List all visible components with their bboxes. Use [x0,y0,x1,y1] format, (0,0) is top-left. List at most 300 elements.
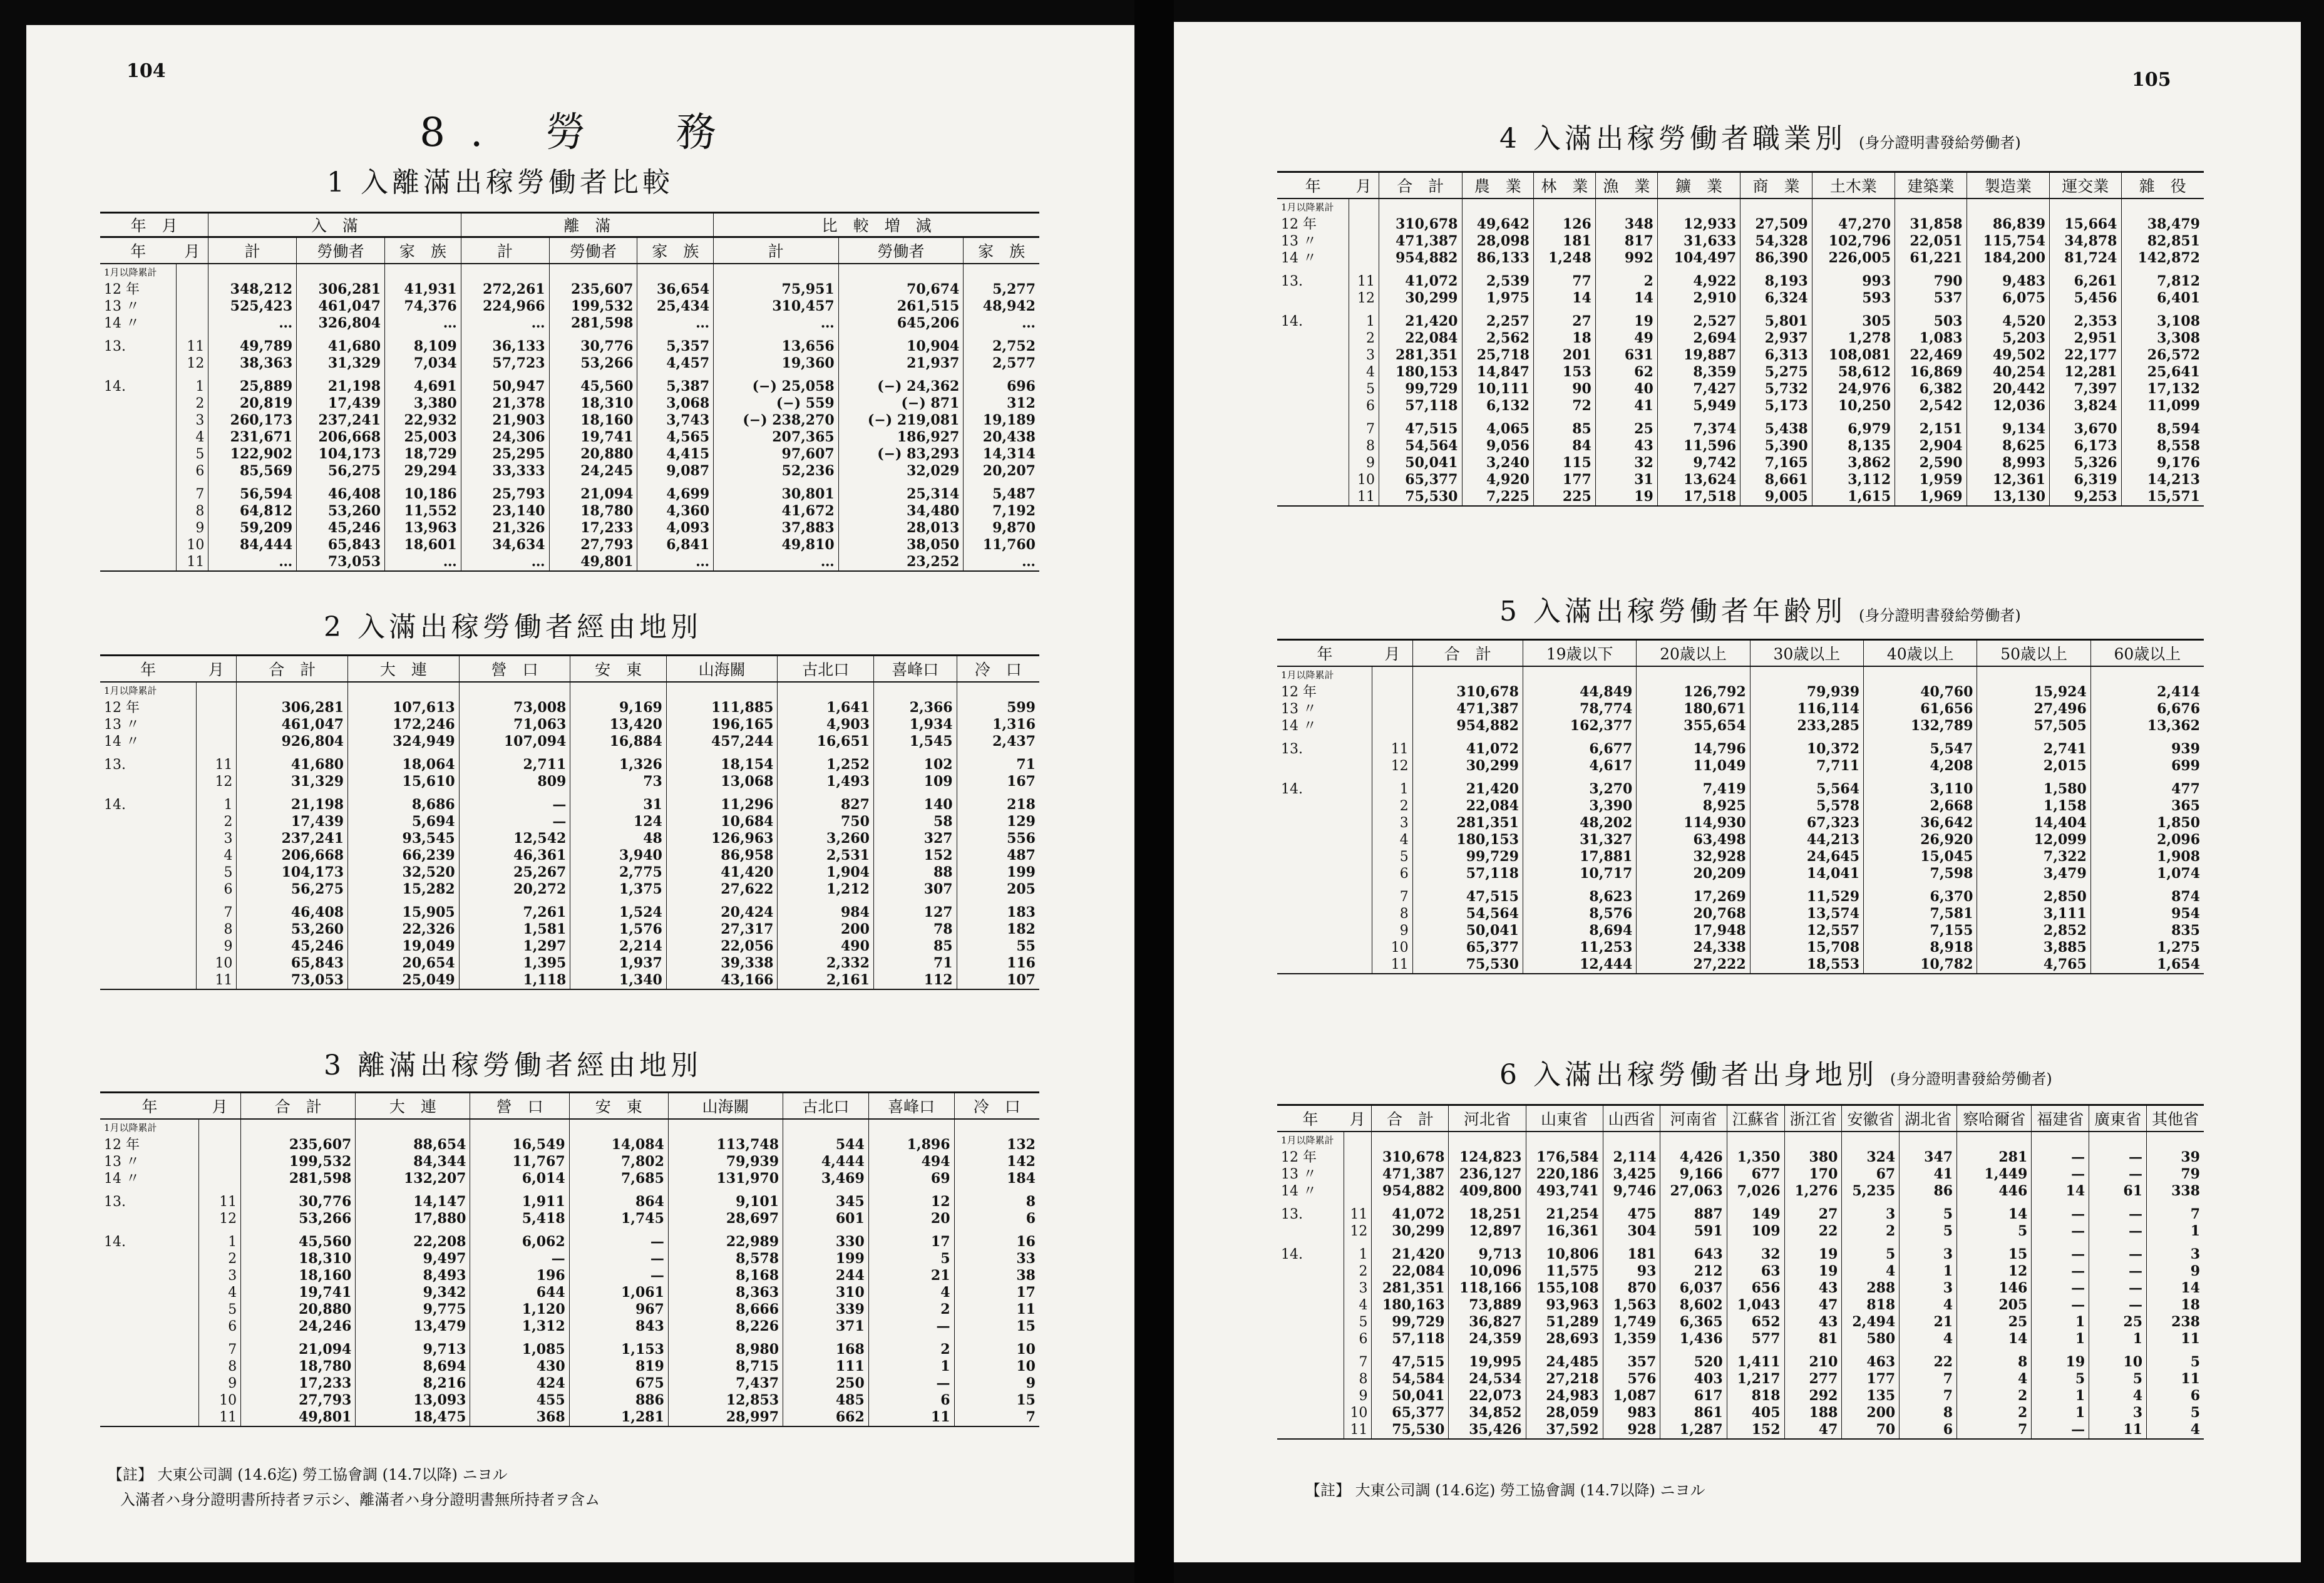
table-cell: 9,166 [1660,1166,1727,1183]
table-cell [100,864,196,881]
table-cell: 9,101 [668,1187,783,1210]
table-cell: 696 [964,372,1039,395]
table-cell: 9,775 [356,1301,470,1318]
table-cell: 176,584 [1526,1149,1603,1166]
table-cell: 4,426 [1660,1149,1727,1166]
table-row [1277,455,2204,472]
table-cell: 24,246 [241,1318,356,1335]
table-cell [1277,398,1349,415]
table-cell: 7,225 [1462,488,1533,506]
table-cell: 1,276 [1784,1183,1842,1200]
table-cell: 992 [1595,250,1657,267]
table-cell: 30,299 [1372,1223,1449,1240]
table-cell: 7 [1957,1421,2032,1439]
table-cell: 4 [868,1284,954,1301]
table-cell: 1,576 [570,921,666,938]
table-cell: 4,520 [1967,307,2049,330]
table-cell: 9,134 [1967,415,2049,438]
table-cell: 7,598 [1864,865,1977,882]
table-row [1277,882,2204,905]
table-cell: 13,574 [1750,905,1863,922]
table-cell: 131,970 [668,1170,783,1187]
table-cell: 237,241 [237,830,348,847]
column-header: 製造業 [1967,172,2049,199]
table-cell: 13. [1281,741,1303,757]
table-cell: 9 [1372,922,1412,939]
table-cell: 2,668 [1864,798,1977,815]
table-row [1277,865,2204,882]
table-row [1277,330,2204,347]
table-cell: … [208,315,297,332]
table-cell: 184,200 [1967,250,2049,267]
table-row [100,503,1039,520]
table-cell: 371 [783,1318,869,1335]
table-cell [100,1392,199,1409]
table-cell: 6 [868,1392,954,1409]
table-cell: 75,530 [1372,1421,1449,1439]
table-cell: 109 [873,773,957,790]
page-number: 104 [126,60,166,82]
table-cell: 81 [1784,1331,1842,1348]
table-cell: 967 [569,1301,668,1318]
table-cell: 11 [199,1409,241,1426]
table-cell: 18,310 [549,395,637,412]
table-cell: 25,295 [461,446,549,463]
column-header: 山西省 [1603,1105,1660,1132]
table-cell: 49,801 [241,1409,356,1426]
table-cell [1277,848,1372,865]
table-cell [2089,1132,2147,1149]
table-cell: 380 [1784,1149,1842,1166]
table-cell: 6,014 [470,1170,569,1187]
table-cell: 23,140 [461,503,549,520]
table-cell [1277,1348,1344,1371]
table-cell: 843 [569,1318,668,1335]
table-cell [1277,1223,1344,1240]
table-cell [100,830,196,847]
column-header: 安徽省 [1842,1105,1900,1132]
table-cell: 1月以降累計 [104,685,157,696]
table-cell: 1,087 [1603,1388,1660,1405]
table-cell: 20,209 [1637,865,1750,882]
table-cell: 17 [954,1284,1039,1301]
table-cell: 10,806 [1526,1240,1603,1263]
table-cell: 5,949 [1657,398,1740,415]
table-cell: 19,741 [241,1284,356,1301]
table-cell: 644 [470,1284,569,1301]
table-cell: 21,420 [1379,307,1462,330]
table-cell: 281,598 [241,1170,356,1187]
table-cell: 126 [1533,216,1595,233]
table-row [1277,718,2204,735]
table-cell [1372,1132,1449,1149]
table-cell [1349,233,1379,250]
table-cell: 817 [1595,233,1657,250]
table-cell: 14,084 [569,1137,668,1153]
table-cell: 7 [954,1409,1039,1426]
table-cell: 13,068 [666,773,778,790]
table-cell: 25 [1957,1314,2032,1331]
table-cell: 18,160 [549,412,637,429]
table-cell: 7,581 [1864,905,1977,922]
table-cell: 39,338 [666,955,778,972]
table-cell: (−) 871 [838,395,964,412]
table-cell: 477 [2090,775,2204,798]
table-cell: 34,480 [838,503,964,520]
table-cell: 2,257 [1462,307,1533,330]
table-cell: 15,924 [1977,684,2090,701]
table-cell [570,682,666,699]
table-cell: 10,111 [1462,381,1533,398]
table-cell: 180,671 [1637,701,1750,718]
table-cell: 104,173 [237,864,348,881]
table-cell: 44,213 [1750,832,1863,848]
table-cell [199,1153,241,1170]
table-cell: 8 [954,1187,1039,1210]
column-header: 年 [100,656,196,683]
table-cell [2090,666,2204,684]
table-1-title: 1 入離滿出稼勞働者比較 [327,167,674,199]
table-cell: 167 [957,773,1039,790]
table-cell: 8,625 [1967,438,2049,455]
table-cell: 19 [1595,488,1657,506]
table-row [100,315,1039,332]
table-cell: 17 [868,1227,954,1250]
table-cell [1595,199,1657,216]
table-cell: 699 [2090,758,2204,775]
table-cell [100,881,196,898]
table-cell: 25,049 [348,972,460,989]
table-cell: 8,993 [1967,455,2049,472]
table-cell: 2,694 [1657,330,1740,347]
table-cell: 3,380 [385,395,461,412]
table-cell: 65,377 [1379,472,1462,488]
table-cell: 25 [1595,415,1657,438]
table-cell: — [2089,1166,2147,1183]
table-cell: 102 [873,750,957,773]
table-cell: 170 [1784,1166,1842,1183]
table-cell [1277,415,1349,438]
table-cell: 30,776 [549,332,637,355]
table-cell [1526,1132,1603,1149]
table-cell: 24,983 [1526,1388,1603,1405]
table-cell: 11,767 [470,1153,569,1170]
table-cell: 57,118 [1372,1331,1449,1348]
table-cell: 53,266 [549,355,637,372]
table-cell: 41,931 [385,281,461,298]
table-cell: 409,800 [1449,1183,1526,1200]
table-cell: 30,299 [1412,758,1523,775]
table-cell: 26,572 [2121,347,2204,364]
table-cell: 1,641 [778,699,873,716]
table-row [100,1153,1039,1170]
table-cell: 115,754 [1967,233,2049,250]
table-cell [1277,1371,1344,1388]
table-cell: 1,969 [1895,488,1967,506]
group-header-cell: 離 滿 [461,213,713,237]
table-cell: 312 [964,395,1039,412]
table-cell: 3,108 [2121,307,2204,330]
table-cell: 244 [783,1267,869,1284]
table-cell: 86 [1900,1183,1957,1200]
table-cell: 13 〃 [1281,1167,1317,1182]
table-cell: 196 [470,1267,569,1284]
table-cell: 142,872 [2121,250,2204,267]
table-cell: 22,084 [1412,798,1523,815]
table-cell: 4,065 [1462,415,1533,438]
table-cell: 809 [459,773,570,790]
table-cell: 324 [1842,1149,1900,1166]
table-cell: … [637,315,714,332]
table-cell: 48,202 [1523,815,1636,832]
table-cell: 281,351 [1379,347,1462,364]
table-cell: 261,515 [838,298,964,315]
table-row [100,429,1039,446]
table-cell [196,682,237,699]
table-cell: — [868,1375,954,1392]
table-cell: 24,359 [1449,1331,1526,1348]
table-cell: 10,684 [666,813,778,830]
table-cell: 200 [1842,1405,1900,1421]
table-cell: 7,685 [569,1170,668,1187]
table-cell: 18,160 [241,1267,356,1284]
table-cell: (−) 219,081 [838,412,964,429]
table-cell: 21,420 [1412,775,1523,798]
column-header: 60歳以上 [2090,640,2204,667]
table-cell: 53,260 [237,921,348,938]
table-cell: 135 [1842,1388,1900,1405]
column-header: 湖北省 [1900,1105,1957,1132]
table-cell: 43 [1595,438,1657,455]
table-cell: 12 [177,355,208,372]
table-row [100,463,1039,480]
table-cell: 9,169 [570,699,666,716]
table-cell: 38,479 [2121,216,2204,233]
table-cell: (−) 25,058 [714,372,839,395]
table-cell [100,898,196,921]
table-cell [1277,1331,1344,1348]
table-cell: 113,748 [668,1137,783,1153]
table-cell [1842,1132,1900,1149]
column-header: 安 東 [569,1093,668,1120]
table-cell: 12,557 [1750,922,1863,939]
table-cell: 12 [1349,290,1379,307]
table-row [100,813,1039,830]
table-cell: 487 [957,847,1039,864]
table-cell: 2,015 [1977,758,2090,775]
table-cell: 7,419 [1637,775,1750,798]
table-cell: 20,442 [1967,381,2049,398]
table-cell: 11 [868,1409,954,1426]
table-cell: 348 [1595,216,1657,233]
table-cell: 10 [199,1392,241,1409]
table-cell [199,1119,241,1137]
table-cell: 310 [783,1284,869,1301]
table-cell: 93,545 [348,830,460,847]
table-cell: 15 [1957,1240,2032,1263]
footnote-1: 【註】 大東公司調 (14.6迄) 勞工協會調 (14.7以降) ニヨル [108,1466,508,1483]
table-cell: 32,029 [838,463,964,480]
table-cell: — [459,790,570,813]
table-cell: 47,270 [1812,216,1895,233]
table-cell: 8,715 [668,1358,783,1375]
table-cell: 10,250 [1812,398,1895,415]
table-cell [778,682,873,699]
table-cell: 31,633 [1657,233,1740,250]
table-cell: 14 [1595,290,1657,307]
table-cell: 49,642 [1462,216,1533,233]
table-cell: 78 [873,921,957,938]
table-cell: — [2032,1200,2089,1223]
column-header: 營 口 [470,1093,569,1120]
table-cell: 25,641 [2121,364,2204,381]
table-cell: 8,602 [1660,1297,1727,1314]
table-cell: 65,843 [297,537,385,554]
table-cell: 201 [1533,347,1595,364]
table-cell: 7,437 [668,1375,783,1392]
table-2 [100,654,1039,990]
table-cell: 330 [783,1227,869,1250]
table-cell: 116 [957,955,1039,972]
table-cell: — [2089,1200,2147,1223]
table-cell [1277,438,1349,455]
table-cell: 2 [1344,1263,1372,1280]
table-cell: 6 [177,463,208,480]
table-cell: 33,333 [461,463,549,480]
table-cell: 67 [1842,1166,1900,1183]
table-cell: 41 [1595,398,1657,415]
table-cell: 22,326 [348,921,460,938]
table-cell: 49,502 [1967,347,2049,364]
column-header: 冷 口 [954,1093,1039,1120]
table-cell: — [2089,1240,2147,1263]
table-cell: 2,937 [1740,330,1812,347]
column-header: 家 族 [964,237,1039,264]
table-cell: 18,780 [549,503,637,520]
table-cell: 6,132 [1462,398,1533,415]
column-header: 計 [714,237,839,264]
column-header: 合 計 [1412,640,1523,667]
table-cell [1277,1421,1344,1439]
table-cell: 21,094 [549,480,637,503]
table-cell [1277,381,1349,398]
right-page [1174,22,2301,1562]
table-row [1277,1405,2204,1421]
table-cell: 88,654 [356,1137,470,1153]
table-cell: 17,439 [297,395,385,412]
table-cell: 490 [778,938,873,955]
table-cell: 9,005 [1740,488,1812,506]
table-cell: 5,326 [2050,455,2121,472]
table-cell: 1,937 [570,955,666,972]
table-cell: 9,483 [1967,267,2049,290]
table-cell: 307 [873,881,957,898]
table-cell [1412,666,1523,684]
column-header: 察哈爾省 [1957,1105,2032,1132]
table-cell: 12 [1957,1263,2032,1280]
table-cell: 455 [470,1392,569,1409]
table-cell: 5 [2089,1371,2147,1388]
table-cell: 520 [1660,1348,1727,1371]
left-page [26,25,1134,1562]
table-row [1277,381,2204,398]
table-cell: 82,851 [2121,233,2204,250]
table-cell: 26,920 [1864,832,1977,848]
table-cell: 224,966 [461,298,549,315]
table-cell: 40 [1595,381,1657,398]
table-cell [549,264,637,281]
table-cell: 5,694 [348,813,460,830]
footnote-1: 【註】 大東公司調 (14.6迄) 勞工協會調 (14.7以降) ニヨル [1305,1482,1705,1499]
table-cell: 2,951 [2050,330,2121,347]
table-cell: 14 〃 [1281,250,1317,266]
table-cell: 7,812 [2121,267,2204,290]
table-cell: 463 [1842,1348,1900,1371]
table-cell: 1,120 [470,1301,569,1318]
table-cell: 22,208 [356,1227,470,1250]
table-cell: 25,889 [208,372,297,395]
table-cell: 5,456 [2050,290,2121,307]
table-cell: 79,939 [668,1153,783,1170]
table-cell: 102,796 [1812,233,1895,250]
table-cell: 12,853 [668,1392,783,1409]
table-cell: 72 [1533,398,1595,415]
table-cell: 12 年 [1281,217,1317,232]
table-cell: 15,571 [2121,488,2204,506]
table-cell: 31,858 [1895,216,1967,233]
table-row [100,1210,1039,1227]
table-row [1277,1263,2204,1280]
table-cell: 17,269 [1637,882,1750,905]
table-cell: 1,297 [459,938,570,955]
table-cell: 3,824 [2050,398,2121,415]
table-cell [100,847,196,864]
table-cell: 601 [783,1210,869,1227]
table-cell: 184 [954,1170,1039,1187]
table-cell: 1,312 [470,1318,569,1335]
table-cell [100,554,177,571]
table-cell: 7 [1344,1348,1372,1371]
table-cell: 2 [1842,1223,1900,1240]
table-cell: 537 [1895,290,1967,307]
table-cell: 65,377 [1412,939,1523,956]
table-cell [1344,1183,1372,1200]
table-cell: 10,904 [838,332,964,355]
table-cell: 1,278 [1812,330,1895,347]
table-cell [1277,758,1372,775]
table-cell: 7,026 [1727,1183,1784,1200]
table-cell [1637,666,1750,684]
table-cell [1277,455,1349,472]
table-cell: 124,823 [1449,1149,1526,1166]
table-cell: 183 [957,898,1039,921]
table-cell [297,264,385,281]
table-cell: 8,623 [1523,882,1636,905]
table-cell: 1,581 [459,921,570,938]
table-row [100,1250,1039,1267]
table-cell: 675 [569,1375,668,1392]
table-cell: 47,515 [1379,415,1462,438]
column-header: 浙江省 [1784,1105,1842,1132]
table-cell: 3,425 [1603,1166,1660,1183]
table-cell: 116,114 [1750,701,1863,718]
table-cell: 13. [104,1194,126,1210]
table-cell [1523,666,1636,684]
table-row [100,898,1039,921]
column-header: 河北省 [1449,1105,1526,1132]
table-cell: 49 [1595,330,1657,347]
table-cell: 56,275 [237,881,348,898]
